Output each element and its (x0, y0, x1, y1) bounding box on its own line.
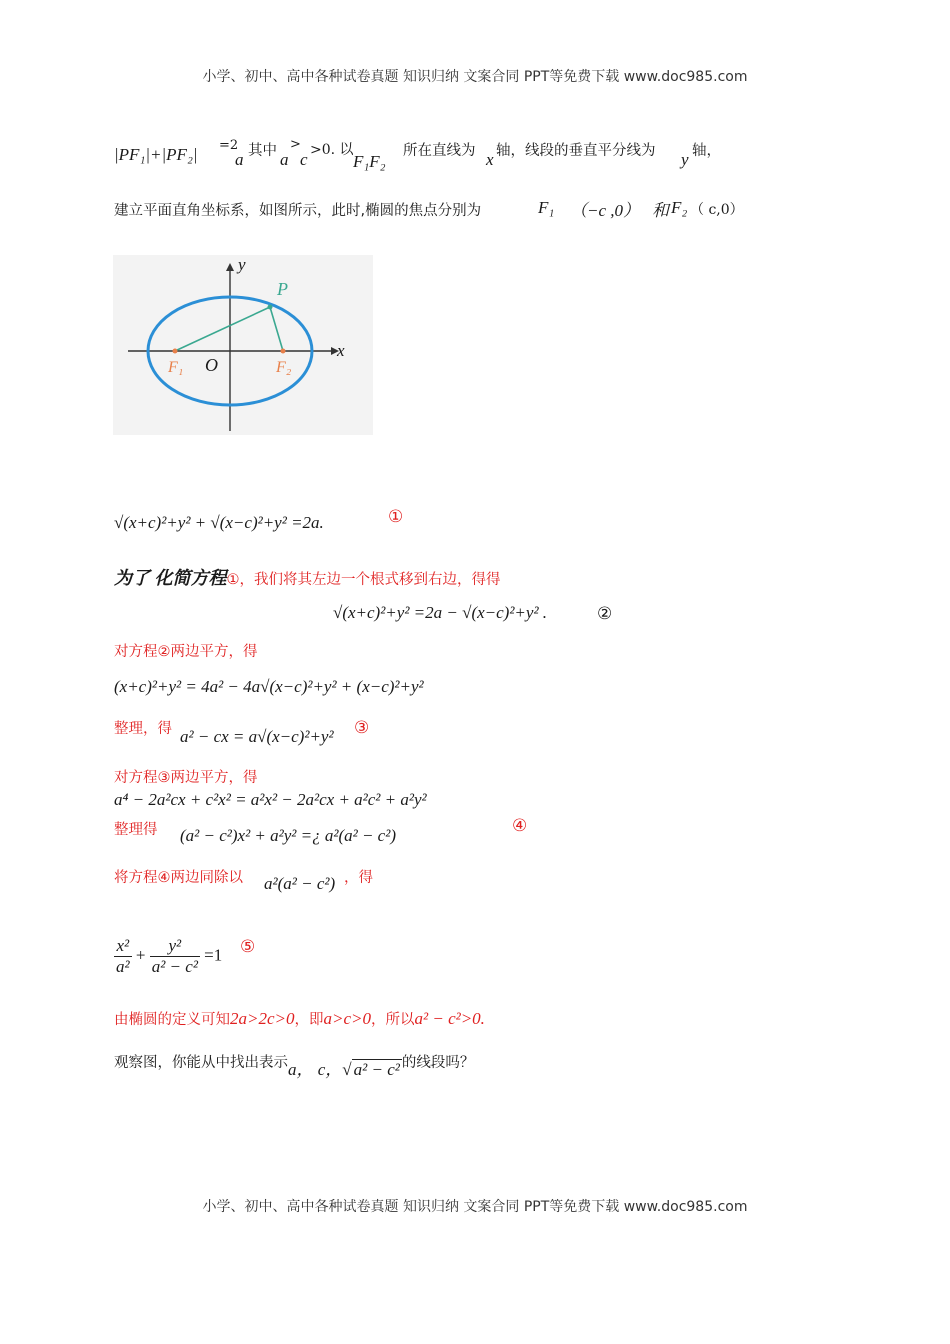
page-header: 小学、初中、高中各种试卷真题 知识归纳 文案合同 PPT等免费下载 www.doc985.com (202, 69, 748, 85)
lead-simplify: 为了 化简方程 (114, 568, 227, 588)
text-question: 观察图，你能从中找出表示 (114, 1055, 288, 1071)
lead-arrange-1: 整理，得 (114, 721, 172, 737)
text-zhou2: 轴， (692, 143, 721, 159)
text-suozai: 所在直线为 (403, 143, 476, 159)
focus-f2-label: F₂ (276, 359, 292, 376)
text-qizhong: 其中 (248, 143, 277, 159)
tag-3: ③ (354, 718, 370, 738)
tag-5: ⑤ (240, 937, 256, 957)
gt-zero: >0. 以 (310, 142, 354, 158)
page-footer: 小学、初中、高中各种试卷真题 知识归纳 文案合同 PPT等免费下载 www.doc985.com (202, 1199, 748, 1215)
var-a2: a (280, 150, 289, 169)
abs-pf-expression: |PF₁|+|PF₂| (114, 145, 198, 164)
focus-f1-label: F₁ (168, 359, 184, 376)
var-a: a (235, 150, 244, 169)
equation-4: a⁴ − 2a²cx + c²x² = a²x² − 2a²cx + a²c² + a²y² (114, 790, 427, 809)
divide-expression: a²(a² − c²) (264, 874, 336, 893)
ellipse-figure (113, 255, 373, 435)
f2-label: F₂ (671, 198, 688, 217)
ineq-2: a>c>0 (323, 1009, 371, 1028)
f2-coord: （ c,0） (690, 202, 744, 218)
point-p-label: P (277, 279, 288, 299)
eq-2: =2 (219, 138, 239, 153)
gt-sign: > (290, 137, 301, 152)
f1f2: F₁F₂ (353, 152, 386, 171)
question-vars: a， c， (288, 1060, 343, 1079)
lead-divide: 将方程④两边同除以 (114, 870, 243, 886)
tag-2: ② (597, 604, 613, 624)
frac2-den: a² − c² (151, 957, 198, 976)
tag-1: ① (388, 507, 404, 527)
equation-3: (x+c)²+y² = 4a² − 4a√(x−c)²+y² + (x−c)²+y² (114, 677, 424, 696)
lead-arrange-2: 整理得 (114, 822, 158, 838)
paragraph-question: 观察图，你能从中找出表示a， c，√ a² − c² 的线段吗？ (114, 1055, 475, 1079)
equation-3b: a² − cx = a√(x−c)²+y² (180, 727, 334, 746)
f1-coord: （−c ,0） (570, 201, 641, 220)
text-zhou: 轴，线段的垂直平分线为 (496, 143, 656, 159)
equation-2: √(x+c)²+y² =2a − √(x−c)²+y² . (333, 603, 548, 622)
axis-x-label: x (337, 341, 345, 360)
tail-divide: ，得 (344, 870, 373, 886)
paragraph-simplify (114, 564, 501, 590)
var-c: c (300, 150, 308, 169)
text-ji: ，即 (294, 1012, 324, 1028)
text-simplify: ①，我们将其左边一个根式移到右边，得得 (226, 572, 501, 588)
frac2-num: y² (150, 936, 200, 957)
f1-label: F₁ (538, 198, 555, 217)
text-question-tail: 的线段吗？ (401, 1055, 475, 1071)
text-he: 和 (652, 201, 669, 220)
text-coordinate-system: 建立平面直角坐标系，如图所示，此时,椭圆的焦点分别为 (114, 203, 482, 219)
text-definition: 由椭圆的定义可知 (114, 1012, 230, 1028)
ineq-3: a² − c²>0. (414, 1009, 485, 1028)
paragraph-definition (114, 1008, 485, 1029)
equation-4b: (a² − c²)x² + a²y² =¿ a²(a² − c²) (180, 826, 396, 845)
ineq-1: 2a>2c>0 (230, 1009, 295, 1028)
paragraph-square-3: 对方程③两边平方，得 (114, 770, 258, 786)
text-suoyi: ，所以 (371, 1012, 415, 1028)
axis-y-label: y (238, 255, 246, 274)
question-radical: a² − c² (353, 1060, 400, 1079)
paragraph-square-both-sides: 对方程②两边平方，得 (114, 644, 258, 660)
var-x: x (486, 150, 494, 169)
frac1-num: x² (114, 936, 132, 957)
tag-4: ④ (512, 816, 528, 836)
eq5-rhs: =1 (204, 945, 223, 965)
origin-label: O (205, 355, 218, 375)
var-y: y (681, 150, 689, 169)
equation-1: √(x+c)²+y² + √(x−c)²+y² =2a. (114, 513, 324, 532)
frac1-den: a² (116, 957, 130, 976)
equation-5: $\frac{\text{x²}}{\text{a²}}$ + $\frac{\text{y²}}{\text{a² − c²}}$ =1 (116, 936, 223, 976)
